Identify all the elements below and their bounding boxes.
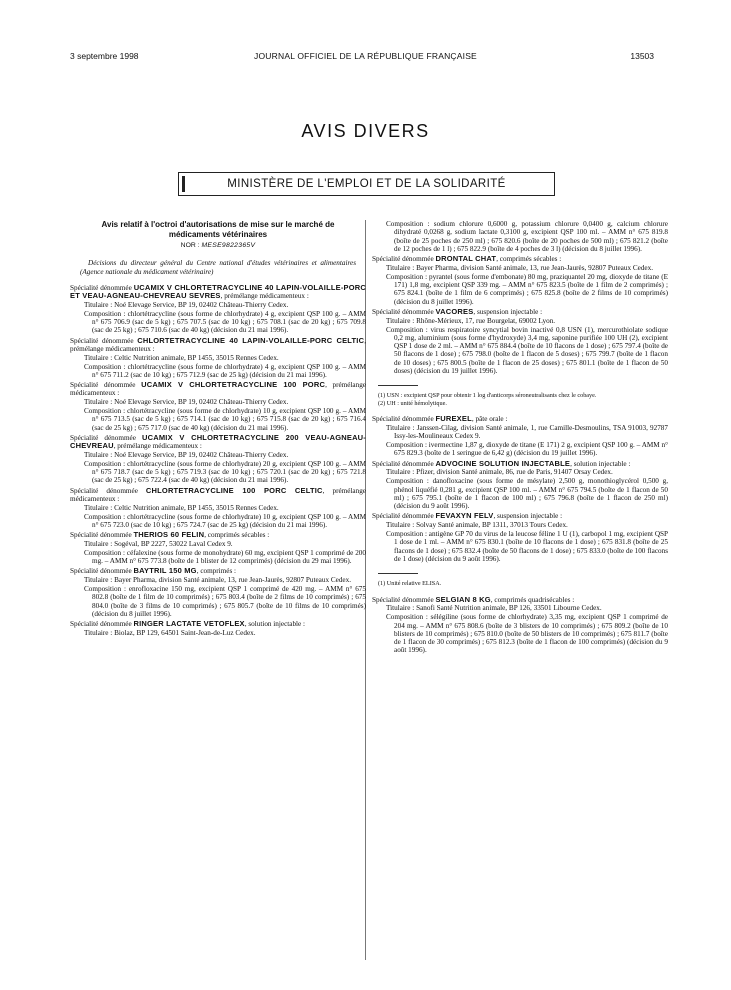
specialty-name: DRONTAL CHAT [435,254,497,264]
right-body-1 [372,220,668,375]
specialty-heading [70,434,366,451]
specialty-form: , solution injectable : [244,620,306,629]
specialty-heading [70,337,366,354]
ministry-name: MINISTÈRE DE L'EMPLOI ET DE LA SOLIDARITÉ [227,178,506,190]
specialty-detail: Titulaire : Solvay Santé animale, BP 1311, 37013 Tours Cedex. [386,521,568,530]
specialty-heading [372,512,668,520]
specialty-detail: Composition : sélégiline (sous forme de chlorhydrate) 3,35 mg, excipient QSP 1 comprimé de 204 mg. – AMM n° 675 808.6 (boîte de 3 blisters de 10 comprimés) ; 675 809.2 (boîte de 10 blisters de 10 comprimés) ; 675 810.0 (boîte de 50 blisters de 10 comprimés) ; 675 811.7 (boîte de 1 flacon de 30 comprimés) ; 675 812.3 (boîte de 1 flacon de 100 comprimés) (décision du 9 août 1996). [386,613,668,655]
specialty-name: FUREXEL [435,414,472,424]
specialty-detail: Titulaire : Sogéval, BP 2227, 53022 Laval Cedex 9. [84,540,233,548]
specialty-detail: Titulaire : Bayer Pharma, division Santé animale, 13, rue Jean-Jaurès, 92807 Puteaux Cedex. [386,263,654,272]
specialty-name: UCAMIX V CHLORTETRACYCLINE 200 VEAU-AGNEAU-CHEVREAU [70,432,366,451]
left-body [70,284,366,637]
specialty-prefix: Spécialité dénommée [70,567,134,576]
footnotes-2 [372,580,668,587]
right-body-3 [372,596,668,655]
specialty-heading [372,460,668,468]
specialty-detail: Composition : céfalexine (sous forme de monohydrate) 60 mg, excipient QSP 1 comprimé de 200 mg. – AMM n° 675 773.8 (boîte de 1 blister de 12 comprimés) (décision du 29 mai 1996). [84,548,366,566]
specialty-detail: Composition : antigène GP 70 du virus de la leucose féline 1 U (1), carbopol 1 mg, excipient QSP 1 dose de 1 ml. – AMM n° 675 830.1 (boîte de 10 flacons de 1 dose) ; 675 831.8 (boîte de 25 flacons de 1 dose) ; 675 832.4 (boîte de 50 flacons de 1 dose) ; 675 833.0 (boîte de 100 flacons de 1 dose) (décision du 9 août 1996). [386,530,668,563]
specialty-detail: Composition : pyrantel (sous forme d'embonate) 80 mg, praziquantel 20 mg, dioxyde de titane (E 171) 1,8 mg, excipient QSP 339 mg. – AMM n° 675 823.5 (boîte de 1 film de 2 comprimés) ; 675 824.1 (boîte de 1 film de 6 comprimés) ; 675 825.8 (boîte de 2 films de 10 comprimés) (décision du 8 juillet 1996). [386,272,668,306]
specialty-detail: Titulaire : Biolaz, BP 129, 64501 Saint-Jean-de-Luz Cedex. [84,628,256,637]
specialty-detail: Titulaire : Sanofi Santé Nutrition animale, BP 126, 33501 Libourne Cedex. [386,604,602,613]
specialty-detail: Composition : chlortétracycline (sous forme de chlorhydrate) 10 g, excipient QSP 100 g. – AMM n° 675 723.0 (sac de 10 kg) ; 675 724.7 (sac de 25 kg) (décision du 21 mai 1996). [84,512,366,529]
specialty-detail: Composition : ivermectine 1,87 g, dioxyde de titane (E 171) 2 g, excipient QSP 100 g. – AMM n° 675 829.3 (boîte de 1 seringue de 6,42 g) (décision du 19 juillet 1996). [386,441,668,458]
specialty-form: , solution injectable : [570,459,631,468]
specialty-prefix: Spécialité dénommée [372,415,436,424]
specialty-name: VACORES [435,306,474,316]
specialty-name: CHLORTETRACYCLINE 40 LAPIN-VOLAILLE-PORC CELTIC [137,335,365,345]
specialty-heading [70,487,366,504]
specialty-name: THERIOS 60 FELIN [133,530,205,540]
specialty-detail: Composition : enrofloxacine 150 mg, excipient QSP 1 comprimé de 420 mg. – AMM n° 675 802.8 (boîte de 1 film de 10 comprimés) ; 675 803.4 (boîte de 2 films de 10 comprimés) ; 675 804.0 (boîte de 3 films de 10 comprimés) ; 675 805.7 (boîte de 10 films de 10 comprimés) (décision du 8 juillet 1996). [84,584,366,618]
specialty-prefix: Spécialité dénommée [70,620,134,629]
section-title: AVIS DIVERS [301,121,430,141]
specialty-detail: Titulaire : Celtic Nutrition animale, BP 1455, 35015 Rennes Cedex. [84,353,279,362]
specialty-form: , comprimés sécables : [204,531,270,540]
specialty-prefix: Spécialité dénommée [372,512,436,521]
specialty-heading [372,596,668,604]
specialty-detail: Titulaire : Noé Elevage Service, BP 19, 02402 Château-Thierry Cedex. [84,451,289,460]
nor-label: NOR : [180,242,200,249]
specialty-name: UCAMIX V CHLORTETRACYCLINE 100 PORC [141,380,326,390]
issue-date: 3 septembre 1998 [70,51,139,61]
specialty-prefix: Spécialité dénommée [372,255,436,264]
specialty-form: , prémélange médicamenteux : [113,442,202,451]
specialty-prefix: Spécialité dénommée [372,595,436,604]
specialty-heading [372,308,668,316]
specialty-name: FEVAXYN FELV [435,511,494,521]
specialty-prefix: Spécialité dénommée [70,336,138,345]
specialty-name: SELGIAN 8 KG [435,594,491,604]
specialty-prefix: Spécialité dénommée [70,381,142,390]
right-column [372,220,668,655]
specialty-detail: Composition : chlortétracycline (sous forme de chlorhydrate) 4 g, excipient QSP 100 g. – AMM n° 675 711.2 (sac de 10 kg) ; 675 712.9 (sac de 25 kg) (décision du 21 mai 1996). [84,362,366,379]
specialty-form: , suspension injectable : [473,307,543,316]
footnote: (1) Unité relative ELISA. [378,580,442,588]
specialty-detail: Titulaire : Noé Elevage Service, BP 19, 02402 Château-Thierry Cedex. [84,398,289,407]
specialty-name: ADVOCINE SOLUTION INJECTABLE [435,458,571,468]
footnotes-1 [372,392,668,407]
specialty-heading [70,381,366,398]
specialty-heading [372,415,668,423]
specialty-form: , comprimés sécables : [496,255,562,264]
specialty-detail: Titulaire : Janssen-Cilag, division Santé animale, 1, rue Camille-Desmoulins, TSA 91003, 92787 Issy-les-Moulineaux Cedex 9. [386,423,668,441]
specialty-detail: Composition : danofloxacine (sous forme de mésylate) 2,500 g, monothioglycérol 0,500 g, phénol liquéfié 0,281 g, excipient QSP 100 ml. – AMM n° 675 794.5 (boîte de 1 flacon de 50 ml) ; 675 795.1 (boîte de 1 flacon de 100 ml) ; 675 796.8 (boîte de 1 flacon de 250 ml) (décision du 9 août 1996). [386,477,668,511]
nor-value: MESE9822365V [201,242,256,249]
specialty-prefix: Spécialité dénommée [70,531,134,540]
specialty-form: , comprimés : [196,567,237,576]
journal-title: JOURNAL OFFICIEL DE LA RÉPUBLIQUE FRANÇAISE [254,51,477,61]
specialty-detail: Titulaire : Rhône-Mérieux, 17, rue Bourgelat, 69002 Lyon. [386,316,556,325]
left-column [70,220,366,638]
specialty-prefix: Spécialité dénommée [70,283,134,292]
specialty-detail: Composition : chlortétracycline (sous forme de chlorhydrate) 4 g, excipient QSP 100 g. – AMM n° 675 706.9 (sac de 5 kg) ; 675 707.5 (sac de 10 kg) ; 675 708.1 (sac de 20 kg) ; 675 709.8 (sac de 25 kg) ; 675 710.6 (sac de 40 kg) (décision du 21 mai 1996). [84,309,366,335]
specialty-form: , prémélange médicamenteux : [70,486,366,504]
specialty-name: CHLORTETRACYCLINE 100 PORC CELTIC [145,485,323,495]
specialty-heading [70,567,366,575]
specialty-form: , prémélange médicamenteux : [70,336,366,353]
specialty-detail: Titulaire : Celtic Nutrition animale, BP 1455, 35015 Rennes Cedex. [84,503,279,512]
page-header [0,51,731,65]
specialty-detail: Composition : chlortétracycline (sous forme de chlorhydrate) 10 g, excipient QSP 100 g. – AMM n° 675 713.5 (sac de 5 kg) ; 675 714.1 (sac de 10 kg) ; 675 715.8 (sac de 20 kg) ; 675 716.4 (sac de 25 kg) ; 675 717.0 (sac de 40 kg) (décision du 21 mai 1996). [84,407,366,432]
right-body-2 [372,415,668,563]
specialty-name: BAYTRIL 150 MG [133,566,197,576]
specialty-form: , comprimés quadrisécables : [490,595,575,604]
specialty-heading [70,284,366,301]
specialty-name: UCAMIX V CHLORTETRACYCLINE 40 LAPIN-VOLAILLE-PORC ET VEAU-AGNEAU-CHEVREAU SEVRES [70,282,367,301]
specialty-heading [372,255,668,263]
article-decisions: Décisions du directeur général du Centre national d'études vétérinaires et alimentaires (Agence nationale du médicament vétérinaire) [80,259,356,276]
specialty-prefix: Spécialité dénommée [372,307,436,316]
ministry-box [178,172,555,196]
footnote: (2) UH : unité hémolytique. [378,399,447,407]
specialty-detail: Composition : virus respiratoire syncytial bovin inactivé 0,8 USN (1), mercurothiolate sodique 0,2 mg, aluminium (sous forme d'hydroxyde) 3,4 mg, saponine purifiée 100 UH (2), excipient QSP 1 dose de 2 ml. – AMM n° 675 884.4 (boîte de 10 flacons de 1 dose) ; 675 797.4 (boîte de 50 flacons de 1 dose) ; 675 798.0 (boîte de 1 flacon de 5 doses) ; 675 799.7 (boîte de 1 flacon de 10 doses) ; 675 800.5 (boîte de 1 flacon de 25 doses) ; 675 801.1 (boîte de 1 flacon de 50 doses) (décision du 19 juillet 1996). [386,325,668,376]
specialty-name: RINGER LACTATE VETOFLEX [133,619,245,629]
specialty-form: , pâte orale : [471,415,508,424]
specialty-prefix: Spécialité dénommée [70,433,142,442]
article-title: Avis relatif à l'octroi d'autorisations de mise sur le marché de médicaments vétérinaires [101,220,335,239]
footnote-rule [378,573,418,574]
specialty-detail: Titulaire : Noé Elevage Service, BP 19, 02402 Château-Thierry Cedex. [84,300,289,309]
page-number: 13503 [630,51,654,61]
specialty-prefix: Spécialité dénommée [70,486,146,495]
specialty-heading [70,531,366,539]
footnote: (1) USN : excipient QSP pour obtenir 1 log d'anticorps séroneutralisants chez le cobaye. [378,392,597,400]
specialty-detail: Titulaire : Bayer Pharma, division Santé animale, 13, rue Jean-Jaurès, 92807 Puteaux Cedex. [84,576,352,585]
specialty-form: , suspension injectable : [493,512,563,521]
specialty-prefix: Spécialité dénommée [372,459,436,468]
specialty-heading [70,620,366,628]
specialty-detail: Titulaire : Pfizer, division Santé animale, 86, rue de Paris, 91407 Orsay Cedex. [386,468,613,477]
specialty-detail: Composition : chlortétracycline (sous forme de chlorhydrate) 20 g, excipient QSP 100 g. – AMM n° 675 718.7 (sac de 5 kg) ; 675 719.3 (sac de 10 kg) ; 675 720.1 (sac de 20 kg) ; 675 721.8 (sac de 25 kg) ; 675 722.4 (sac de 40 kg) (décision du 21 mai 1996). [84,459,366,485]
specialty-form: , prémélange médicamenteux : [70,381,366,398]
nor-reference [70,242,366,250]
footnote-rule [378,385,418,386]
specialty-form: , prémélange médicamenteux : [220,292,309,301]
specialty-detail: Composition : sodium chlorure 0,6000 g, potassium chlorure 0,0400 g, calcium chlorure dihydraté 0,0268 g, sodium lactate 0,3100 g, excipient QSP 100 ml. – AMM n° 675 819.8 (boîte de 25 poches de 250 ml) ; 675 820.6 (boîte de 20 poches de 500 ml) ; 675 821.2 (boîte de 12 poches de 1 l) ; 675 822.9 (boîte de 4 poches de 3 l) (décision du 8 juillet 1996). [386,220,668,253]
